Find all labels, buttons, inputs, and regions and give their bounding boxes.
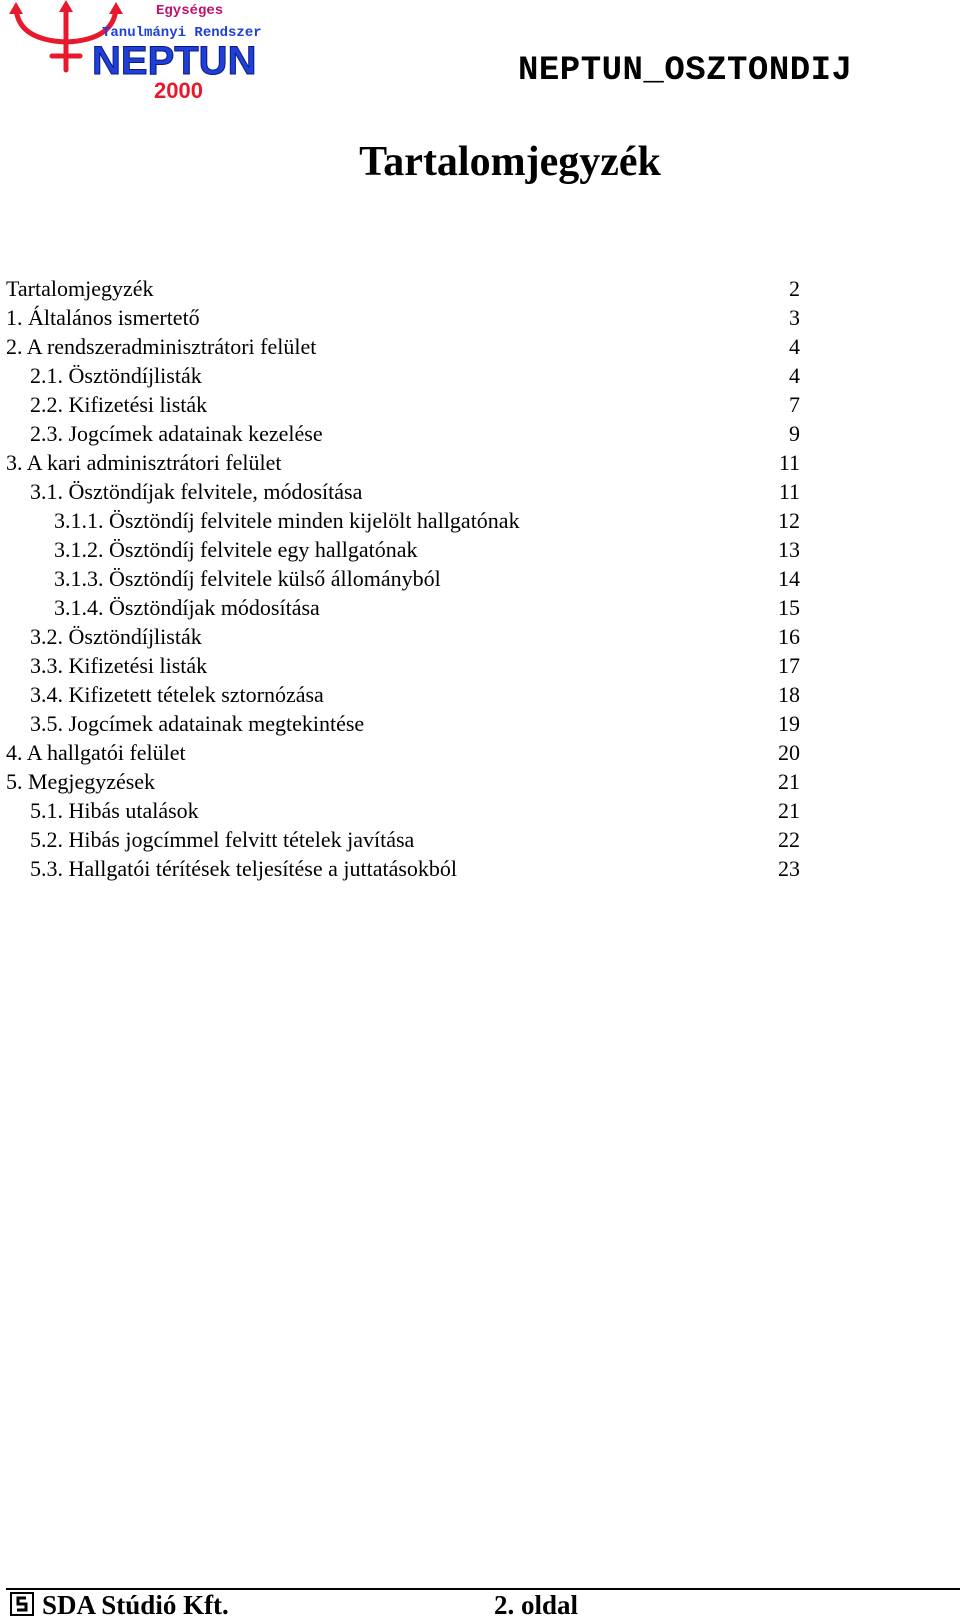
logo-line1: Egységes bbox=[156, 3, 224, 19]
toc-entry-page: 20 bbox=[778, 740, 800, 765]
toc-entry-page: 23 bbox=[778, 856, 800, 881]
toc-entry[interactable] bbox=[0, 274, 960, 303]
toc-entry-page: 2 bbox=[789, 276, 800, 301]
toc-entry[interactable] bbox=[0, 477, 960, 506]
toc-entry-page: 21 bbox=[778, 798, 800, 823]
toc-entry-page: 21 bbox=[778, 769, 800, 794]
toc-entry-page: 11 bbox=[778, 450, 800, 475]
toc-entry-title: 4. A hallgatói felület bbox=[6, 740, 186, 765]
page-title: Tartalomjegyzék bbox=[359, 139, 661, 185]
neptun-logo bbox=[4, 0, 304, 104]
toc-entry-title: 1. Általános ismertető bbox=[6, 305, 200, 330]
sda-logo-icon bbox=[10, 1592, 34, 1616]
toc-entry-page: 3 bbox=[789, 305, 800, 330]
footer-page-number: 2. oldal bbox=[494, 1590, 579, 1620]
toc-entry[interactable] bbox=[0, 535, 960, 564]
toc-entry-title: 3.1.2. Ösztöndíj felvitele egy hallgatónak bbox=[54, 537, 418, 562]
toc-entry[interactable] bbox=[0, 651, 960, 680]
toc-entry-title: 3.5. Jogcímek adatainak megtekintése bbox=[30, 711, 365, 736]
toc-entry-title: 2. A rendszeradminisztrátori felület bbox=[6, 334, 317, 359]
toc-entry-title: 3.3. Kifizetési listák bbox=[30, 653, 208, 678]
toc-entry-page: 9 bbox=[789, 421, 800, 446]
toc-entry[interactable] bbox=[0, 564, 960, 593]
toc-entry-page: 16 bbox=[778, 624, 800, 649]
toc-entry-title: 2.2. Kifizetési listák bbox=[30, 392, 208, 417]
toc-entry-title: 3. A kari adminisztrátori felület bbox=[6, 450, 282, 475]
toc-entry[interactable] bbox=[0, 738, 960, 767]
toc-entry-page: 7 bbox=[789, 392, 800, 417]
toc-entry[interactable] bbox=[0, 854, 960, 883]
toc-entry[interactable] bbox=[0, 390, 960, 419]
toc-entry[interactable] bbox=[0, 419, 960, 448]
toc-entry-title: 5.1. Hibás utalások bbox=[30, 798, 199, 823]
toc-entry[interactable] bbox=[0, 506, 960, 535]
logo-year: 2000 bbox=[154, 78, 203, 103]
toc-entry[interactable] bbox=[0, 593, 960, 622]
table-of-contents bbox=[0, 274, 960, 883]
toc-entry-title: 5. Megjegyzések bbox=[6, 769, 156, 794]
toc-entry-page: 18 bbox=[778, 682, 800, 707]
toc-entry-title: 3.2. Ösztöndíjlisták bbox=[30, 624, 202, 649]
toc-entry-title: 2.1. Ösztöndíjlisták bbox=[30, 363, 202, 388]
toc-entry-page: 22 bbox=[778, 827, 800, 852]
toc-entry-title: 2.3. Jogcímek adatainak kezelése bbox=[30, 421, 323, 446]
toc-entry-page: 15 bbox=[778, 595, 800, 620]
toc-entry-page: 11 bbox=[778, 479, 800, 504]
toc-entry-title: 3.4. Kifizetett tételek sztornózása bbox=[30, 682, 324, 707]
toc-entry[interactable] bbox=[0, 622, 960, 651]
toc-entry-page: 4 bbox=[789, 334, 800, 359]
toc-entry-title: 3.1.1. Ösztöndíj felvitele minden kijelölt hallgatónak bbox=[54, 508, 520, 533]
toc-entry[interactable] bbox=[0, 767, 960, 796]
toc-entry[interactable] bbox=[0, 709, 960, 738]
toc-entry-title: 3.1. Ösztöndíjak felvitele, módosítása bbox=[30, 479, 363, 504]
toc-entry[interactable] bbox=[0, 361, 960, 390]
footer-company: SDA Stúdió Kft. bbox=[42, 1590, 229, 1620]
logo-line2: Tanulmányi Rendszer bbox=[102, 25, 262, 41]
toc-entry-title: Tartalomjegyzék bbox=[6, 276, 154, 301]
toc-entry[interactable] bbox=[0, 332, 960, 361]
toc-entry-title: 5.3. Hallgatói térítések teljesítése a juttatásokból bbox=[30, 856, 458, 881]
toc-entry[interactable] bbox=[0, 825, 960, 854]
toc-entry-page: 4 bbox=[789, 363, 800, 388]
toc-entry-title: 3.1.4. Ösztöndíjak módosítása bbox=[54, 595, 320, 620]
toc-entry[interactable] bbox=[0, 448, 960, 477]
document-code: NEPTUN_OSZTONDIJ bbox=[518, 52, 853, 90]
toc-entry[interactable] bbox=[0, 796, 960, 825]
toc-entry-page: 13 bbox=[778, 537, 800, 562]
toc-entry-page: 19 bbox=[778, 711, 800, 736]
toc-entry-title: 3.1.3. Ösztöndíj felvitele külső állományból bbox=[54, 566, 441, 591]
toc-entry[interactable] bbox=[0, 680, 960, 709]
toc-entry[interactable] bbox=[0, 303, 960, 332]
logo-name: NEPTUN bbox=[92, 39, 257, 83]
toc-entry-page: 17 bbox=[778, 653, 800, 678]
toc-entry-title: 5.2. Hibás jogcímmel felvitt tételek javítása bbox=[30, 827, 415, 852]
toc-entry-page: 14 bbox=[778, 566, 800, 591]
toc-entry-page: 12 bbox=[778, 508, 800, 533]
